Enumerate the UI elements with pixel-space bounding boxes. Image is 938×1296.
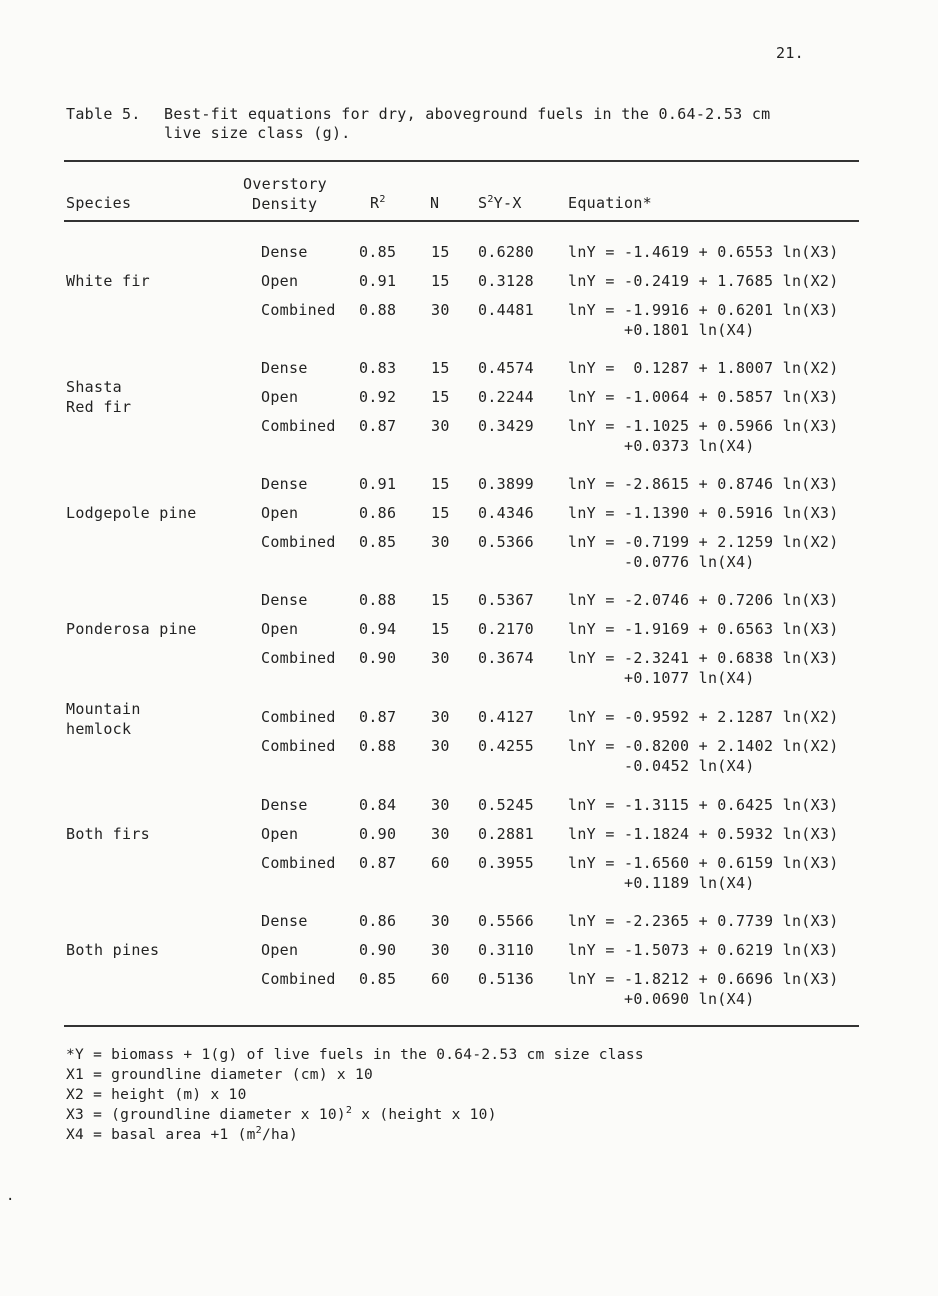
density-cell: Open	[261, 504, 299, 522]
s2yx-cell: 0.6280	[478, 243, 534, 261]
s2yx-cell: 0.5136	[478, 970, 534, 988]
r2-cell: 0.87	[359, 854, 397, 872]
equation-cell	[568, 619, 839, 639]
n-cell: 15	[431, 620, 450, 638]
equation-cell	[568, 853, 839, 893]
equation-cell	[568, 358, 839, 378]
header-density-line-2: Density	[252, 195, 318, 213]
page-number: 21.	[776, 44, 804, 62]
r2-cell: 0.92	[359, 388, 397, 406]
equation-line: lnY = -1.6560 + 0.6159 ln(X3)	[568, 854, 839, 872]
footnote-x2: X2 = height (m) x 10	[66, 1087, 247, 1103]
r2-cell: 0.85	[359, 533, 397, 551]
s2yx-cell: 0.4481	[478, 301, 534, 319]
equation-line: lnY = -0.9592 + 2.1287 ln(X2)	[568, 708, 839, 726]
density-cell: Dense	[261, 796, 308, 814]
s2yx-cell: 0.3899	[478, 475, 534, 493]
s2yx-cell: 0.3955	[478, 854, 534, 872]
header-s-base: S	[478, 194, 488, 212]
n-cell: 15	[431, 475, 450, 493]
n-cell: 30	[431, 708, 450, 726]
r2-cell: 0.83	[359, 359, 397, 377]
species-line: Red fir	[66, 398, 132, 416]
table-top-rule	[64, 160, 859, 162]
header-n: N	[430, 194, 440, 212]
s2yx-cell: 0.3429	[478, 417, 534, 435]
n-cell: 15	[431, 591, 450, 609]
r2-cell: 0.88	[359, 301, 397, 319]
equation-line: lnY = -1.0064 + 0.5857 ln(X3)	[568, 388, 839, 406]
equation-cell	[568, 242, 839, 262]
species-line: hemlock	[66, 720, 132, 738]
r2-cell: 0.85	[359, 243, 397, 261]
footnotes	[66, 1045, 644, 1145]
header-density	[243, 174, 327, 214]
s2yx-cell: 0.2170	[478, 620, 534, 638]
equation-line: lnY = -1.5073 + 0.6219 ln(X3)	[568, 941, 839, 959]
r2-cell: 0.88	[359, 591, 397, 609]
s2yx-cell: 0.2244	[478, 388, 534, 406]
n-cell: 30	[431, 301, 450, 319]
species-label	[66, 824, 150, 844]
s2yx-cell: 0.3128	[478, 272, 534, 290]
footnote-x1: X1 = groundline diameter (cm) x 10	[66, 1067, 374, 1083]
equation-continuation: +0.1801 ln(X4)	[624, 321, 755, 339]
equation-cell	[568, 590, 839, 610]
species-label	[66, 503, 197, 523]
species-label	[66, 940, 159, 960]
n-cell: 30	[431, 941, 450, 959]
n-cell: 15	[431, 359, 450, 377]
equation-continuation: +0.0373 ln(X4)	[624, 437, 755, 455]
footnote-x4	[66, 1125, 644, 1145]
header-r2-sup: 2	[379, 194, 386, 205]
equation-line: lnY = -1.3115 + 0.6425 ln(X3)	[568, 796, 839, 814]
n-cell: 30	[431, 649, 450, 667]
header-r2-base: R	[370, 194, 380, 212]
density-cell: Open	[261, 620, 299, 638]
density-cell: Dense	[261, 591, 308, 609]
equation-line: lnY = 0.1287 + 1.8007 ln(X2)	[568, 359, 839, 377]
n-cell: 60	[431, 854, 450, 872]
equation-cell	[568, 416, 839, 456]
equation-cell	[568, 532, 839, 572]
density-cell: Combined	[261, 737, 336, 755]
equation-cell	[568, 824, 839, 844]
density-cell: Dense	[261, 912, 308, 930]
equation-line: lnY = -1.1025 + 0.5966 ln(X3)	[568, 417, 839, 435]
equation-cell	[568, 648, 839, 688]
equation-cell	[568, 969, 839, 1009]
density-cell: Combined	[261, 970, 336, 988]
equation-line: lnY = -0.8200 + 2.1402 ln(X2)	[568, 737, 839, 755]
equation-continuation: +0.1077 ln(X4)	[624, 669, 755, 687]
r2-cell: 0.87	[359, 417, 397, 435]
r2-cell: 0.91	[359, 272, 397, 290]
s2yx-cell: 0.4346	[478, 504, 534, 522]
footnote-x4-b: /ha)	[261, 1127, 299, 1143]
s2yx-cell: 0.3674	[478, 649, 534, 667]
species-label	[66, 699, 141, 739]
density-cell: Combined	[261, 301, 336, 319]
species-label	[66, 619, 197, 639]
footnote-x4-a: X4 = basal area +1 (m	[66, 1127, 256, 1143]
footnote-x4-sup: 2	[255, 1125, 262, 1136]
table-caption	[66, 105, 771, 143]
equation-cell	[568, 474, 839, 494]
species-label	[66, 377, 131, 417]
equation-cell	[568, 300, 839, 340]
n-cell: 30	[431, 417, 450, 435]
species-line: Mountain	[66, 700, 141, 718]
r2-cell: 0.94	[359, 620, 397, 638]
footnote-x3-sup: 2	[345, 1105, 353, 1116]
header-rule	[64, 220, 859, 222]
equation-cell	[568, 940, 839, 960]
n-cell: 15	[431, 504, 450, 522]
r2-cell: 0.90	[359, 649, 397, 667]
s2yx-cell: 0.4127	[478, 708, 534, 726]
density-cell: Dense	[261, 475, 308, 493]
s2yx-cell: 0.4574	[478, 359, 534, 377]
header-equation: Equation*	[568, 194, 652, 212]
species-line: Lodgepole pine	[66, 504, 197, 522]
equation-line: lnY = -1.8212 + 0.6696 ln(X3)	[568, 970, 839, 988]
header-s-sup: 2	[487, 194, 494, 205]
stray-mark: .	[6, 1188, 15, 1204]
density-cell: Combined	[261, 649, 336, 667]
n-cell: 60	[431, 970, 450, 988]
n-cell: 30	[431, 533, 450, 551]
equation-cell	[568, 387, 839, 407]
equation-line: lnY = -2.2365 + 0.7739 ln(X3)	[568, 912, 839, 930]
r2-cell: 0.87	[359, 708, 397, 726]
species-line: Both pines	[66, 941, 160, 959]
density-cell: Dense	[261, 359, 308, 377]
equation-line: lnY = -1.1390 + 0.5916 ln(X3)	[568, 504, 839, 522]
footnote-y: *Y = biomass + 1(g) of live fuels in the 0.64-2.53 cm size class	[66, 1047, 644, 1063]
s2yx-cell: 0.5245	[478, 796, 534, 814]
n-cell: 30	[431, 825, 450, 843]
density-cell: Open	[261, 941, 299, 959]
s2yx-cell: 0.5367	[478, 591, 534, 609]
density-cell: Combined	[261, 854, 336, 872]
r2-cell: 0.84	[359, 796, 397, 814]
table-bottom-rule	[64, 1025, 859, 1027]
n-cell: 15	[431, 388, 450, 406]
footnote-x3-b: x (height x 10)	[352, 1107, 497, 1123]
n-cell: 15	[431, 243, 450, 261]
caption-line-1: Best-fit equations for dry, aboveground fuels in the 0.64-2.53 cm	[164, 105, 771, 123]
header-s2yx	[478, 193, 522, 213]
n-cell: 30	[431, 737, 450, 755]
density-cell: Dense	[261, 243, 308, 261]
equation-continuation: +0.0690 ln(X4)	[624, 990, 755, 1008]
equation-line: lnY = -2.0746 + 0.7206 ln(X3)	[568, 591, 839, 609]
density-cell: Combined	[261, 533, 336, 551]
species-label	[66, 271, 150, 291]
species-line: Shasta	[66, 378, 122, 396]
equation-line: lnY = -0.7199 + 2.1259 ln(X2)	[568, 533, 839, 551]
equation-cell	[568, 271, 839, 291]
caption-line-2: live size class (g).	[164, 124, 351, 142]
density-cell: Combined	[261, 708, 336, 726]
density-cell: Open	[261, 825, 299, 843]
footnote-x3	[66, 1105, 644, 1125]
r2-cell: 0.86	[359, 504, 397, 522]
header-r2	[370, 193, 386, 213]
n-cell: 30	[431, 912, 450, 930]
equation-cell	[568, 503, 839, 523]
equation-cell	[568, 736, 839, 776]
equation-cell	[568, 707, 839, 727]
caption-label: Table 5.	[66, 105, 141, 123]
equation-continuation: +0.1189 ln(X4)	[624, 874, 755, 892]
equation-line: lnY = -2.3241 + 0.6838 ln(X3)	[568, 649, 839, 667]
equation-continuation: -0.0452 ln(X4)	[624, 757, 755, 775]
equation-line: lnY = -0.2419 + 1.7685 ln(X2)	[568, 272, 839, 290]
equation-line: lnY = -2.8615 + 0.8746 ln(X3)	[568, 475, 839, 493]
footnote-x3-a: X3 = (groundline diameter x 10)	[66, 1107, 346, 1123]
equation-line: lnY = -1.4619 + 0.6553 ln(X3)	[568, 243, 839, 261]
s2yx-cell: 0.5366	[478, 533, 534, 551]
density-cell: Open	[261, 272, 299, 290]
s2yx-cell: 0.4255	[478, 737, 534, 755]
r2-cell: 0.90	[359, 825, 397, 843]
header-s-rest: Y-X	[493, 194, 522, 212]
density-cell: Open	[261, 388, 299, 406]
species-line: White fir	[66, 272, 150, 290]
equation-line: lnY = -1.1824 + 0.5932 ln(X3)	[568, 825, 839, 843]
species-line: Ponderosa pine	[66, 620, 197, 638]
density-cell: Combined	[261, 417, 336, 435]
r2-cell: 0.90	[359, 941, 397, 959]
s2yx-cell: 0.5566	[478, 912, 534, 930]
s2yx-cell: 0.2881	[478, 825, 534, 843]
n-cell: 15	[431, 272, 450, 290]
species-line: Both firs	[66, 825, 150, 843]
n-cell: 30	[431, 796, 450, 814]
equation-continuation: -0.0776 ln(X4)	[624, 553, 755, 571]
header-species: Species	[66, 194, 132, 212]
s2yx-cell: 0.3110	[478, 941, 534, 959]
r2-cell: 0.86	[359, 912, 397, 930]
equation-cell	[568, 795, 839, 815]
r2-cell: 0.91	[359, 475, 397, 493]
equation-line: lnY = -1.9916 + 0.6201 ln(X3)	[568, 301, 839, 319]
header-density-line-1: Overstory	[243, 175, 327, 193]
equation-cell	[568, 911, 839, 931]
r2-cell: 0.88	[359, 737, 397, 755]
equation-line: lnY = -1.9169 + 0.6563 ln(X3)	[568, 620, 839, 638]
r2-cell: 0.85	[359, 970, 397, 988]
